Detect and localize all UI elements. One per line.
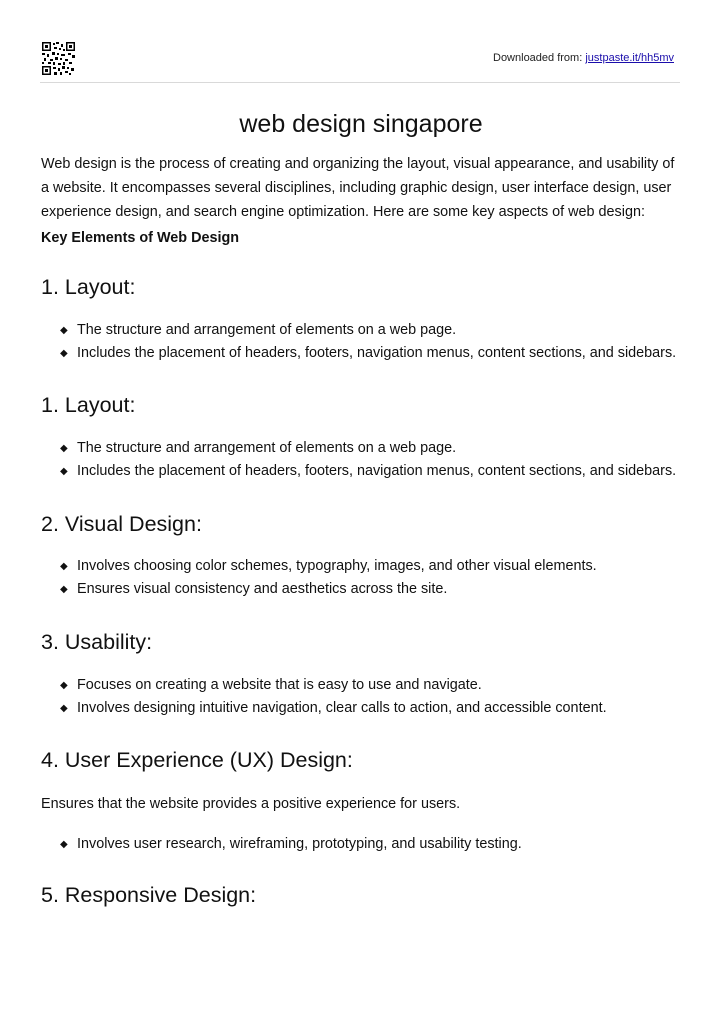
list-item-text: Involves designing intuitive navigation, clear calls to action, and accessible content. <box>77 700 607 716</box>
page-title: web design singapore <box>239 110 483 138</box>
bullet-icon: ◆ <box>60 584 68 595</box>
section-paragraph: Ensures that the website provides a positive experience for users. <box>41 796 461 812</box>
bullet-icon: ◆ <box>60 325 68 336</box>
section-heading: 1. Layout: <box>41 393 136 417</box>
key-elements-heading: Key Elements of Web Design <box>41 230 240 246</box>
download-source <box>493 52 674 64</box>
page-header <box>40 42 680 83</box>
downloaded-from-label: Downloaded from: <box>493 52 583 64</box>
section-bullet-list <box>41 833 681 856</box>
list-item <box>60 555 681 578</box>
list-item <box>60 437 681 460</box>
source-link[interactable]: justpaste.it/hh5mv <box>585 52 674 64</box>
list-item-text: Ensures visual consistency and aesthetics across the site. <box>77 581 448 597</box>
bullet-icon: ◆ <box>60 443 68 454</box>
section-heading: 3. Usability: <box>41 630 153 654</box>
bullet-icon: ◆ <box>60 466 68 477</box>
section-bullet-list <box>41 319 681 365</box>
list-item-text: Involves user research, wireframing, prototyping, and usability testing. <box>77 836 522 852</box>
bullet-icon: ◆ <box>60 561 68 572</box>
list-item <box>60 833 681 856</box>
section-heading: 4. User Experience (UX) Design: <box>41 748 353 772</box>
qr-code-icon <box>42 42 75 75</box>
section-heading: 2. Visual Design: <box>41 512 202 536</box>
list-item <box>60 578 681 601</box>
list-item <box>60 697 681 720</box>
bullet-icon: ◆ <box>60 680 68 691</box>
list-item-text: Focuses on creating a website that is easy to use and navigate. <box>77 677 482 693</box>
list-item-text: Includes the placement of headers, footers, navigation menus, content sections, and sidebars. <box>77 345 677 361</box>
intro-paragraph: Web design is the process of creating and organizing the layout, visual appearance, and usability of a website. It encompasses several disciplines, including graphic design, user interface design, user experience design, and search engine optimization. Here are some key aspects of web design: <box>41 156 675 220</box>
section-bullet-list <box>41 555 681 601</box>
list-item-text: Includes the placement of headers, footers, navigation menus, content sections, and sidebars. <box>77 463 677 479</box>
bullet-icon: ◆ <box>60 703 68 714</box>
list-item <box>60 674 681 697</box>
list-item-text: The structure and arrangement of elements on a web page. <box>77 440 457 456</box>
list-item-text: Involves choosing color schemes, typography, images, and other visual elements. <box>77 558 597 574</box>
section-bullet-list <box>41 674 681 720</box>
bullet-icon: ◆ <box>60 348 68 359</box>
article <box>41 110 681 908</box>
list-item <box>60 342 681 365</box>
list-item <box>60 319 681 342</box>
section-bullet-list <box>41 437 681 483</box>
list-item-text: The structure and arrangement of elements on a web page. <box>77 322 457 338</box>
section-heading: 5. Responsive Design: <box>41 883 257 907</box>
section-heading: 1. Layout: <box>41 275 136 299</box>
bullet-icon: ◆ <box>60 839 68 850</box>
list-item <box>60 460 681 483</box>
